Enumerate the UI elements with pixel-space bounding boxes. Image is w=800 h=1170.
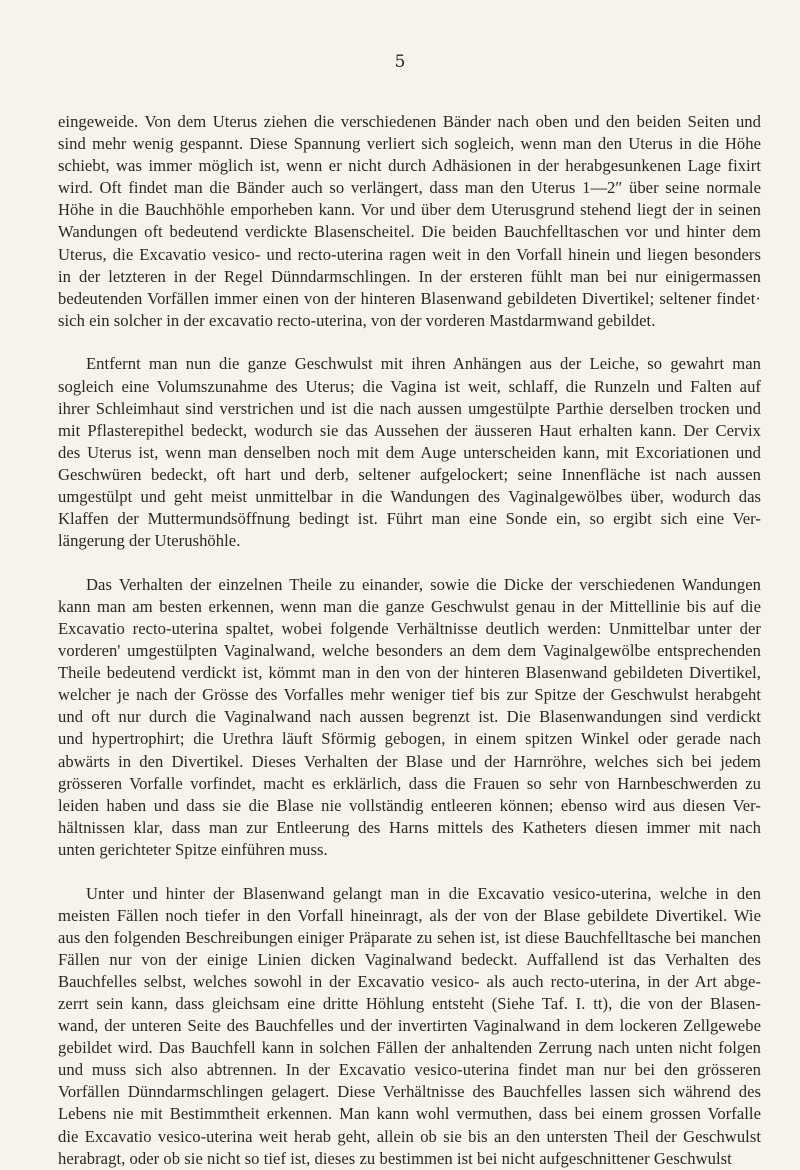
text-line: sogleich eine Volumszunahme des Uterus; die Vagina ist weit, schlaff, die Runzeln und Falten auf: [58, 376, 761, 396]
text-line: die Excavatio vesico-uterina weit herab geht, allein ob sie bis an den untersten Theil der Geschwulst: [58, 1126, 761, 1146]
text-line: schiebt, was immer möglich ist, wenn er nicht durch Adhäsionen in der herabgesunkenen Lage fixirt: [58, 156, 761, 176]
paragraph: [58, 111, 761, 332]
text-line: Entfernt man nun die ganze Geschwulst mit ihren Anhängen aus der Leiche, so gewahrt man: [86, 354, 761, 374]
paragraph-gap: [58, 332, 761, 354]
text-line: wand, der unteren Seite des Bauchfelles und der invertirten Vaginalwand in dem lockeren Zellgewebe: [58, 1016, 761, 1036]
text-line: ihrer Schleimhaut sind verstrichen und ist die nach aussen umgestülpte Parthie derselben trocken und: [58, 398, 761, 418]
text-line: Uterus, die Excavatio vesico- und recto-uterina ragen weit in den Vorfall hinein und liegen besonders: [58, 244, 761, 264]
text-line: welcher je nach der Grösse des Vorfalles mehr weniger tief bis zur Spitze der Geschwulst herabgeht: [58, 685, 761, 705]
text-line: kann man am besten erkennen, wenn man die ganze Geschwulst genau in der Mittellinie bis auf die: [58, 596, 761, 616]
text-line: Höhe in die Bauchhöhle emporheben kann. Vor und über dem Uterusgrund stehend liegt der in seinen: [58, 200, 761, 220]
text-line: sind mehr wenig gespannt. Diese Spannung verliert sich sogleich, wenn man den Uterus in die Höhe: [58, 134, 761, 154]
text-line: in der letzteren in der Regel Dünndarmschlingen. In der ersteren fühlt man bei nur einigermassen: [58, 266, 761, 286]
page-number: 5: [394, 52, 406, 72]
text-line: Theile bedeutend verdickt ist, kömmt man in den von der hinteren Blasenwand gebildeten Divertikel,: [58, 663, 761, 683]
text-line: und hypertrophirt; die Urethra läuft Sförmig gebogen, in einem spitzen Winkel oder gerade nach: [58, 729, 761, 749]
text-line: unten gerichteter Spitze einführen muss.: [58, 839, 328, 859]
text-line: abwärts in den Divertikel. Dieses Verhalten der Blase und der Harnröhre, welches sich bei jedem: [58, 751, 761, 771]
text-body: [58, 111, 761, 1170]
text-line: grösseren Vorfalle vorfindet, macht es erklärlich, dass die Frauen so sehr von Harnbeschwerden zu: [58, 773, 761, 793]
paragraph: [58, 353, 761, 552]
text-line: mit Pflasterepithel bedeckt, wodurch sie das Aussehen der äusseren Haut erhalten kann. Der Cervix: [58, 420, 761, 440]
text-line: Vorfällen Dünndarmschlingen gelagert. Diese Verhältnisse des Bauchfelles lassen sich während des: [58, 1082, 761, 1102]
paragraph-gap: [58, 552, 761, 574]
text-line: wird. Oft findet man die Bänder auch so verlängert, dass man den Uterus 1—2″ über seine normale: [58, 178, 761, 198]
text-line: zerrt sein kann, dass gleichsam eine dritte Höhlung entsteht (Siehe Taf. I. tt), die von der Blasen-: [58, 993, 761, 1013]
text-line: Lebens nie mit Bestimmtheit erkennen. Man kann wohl vermuthen, dass bei einem grossen Vorfalle: [58, 1104, 761, 1124]
text-line: Wandungen oft bedeutend verdickte Blasenscheitel. Die beiden Bauchfelltaschen vor und hinter dem: [58, 222, 761, 242]
text-line: bedeutenden Vorfällen immer einen von der hinteren Blasenwand gebildeten Divertikel; seltener findet·: [58, 288, 761, 308]
text-line: Excavatio recto-uterina spaltet, wobei folgende Verhältnisse deutlich werden: Unmittelbar unter der: [58, 618, 761, 638]
text-line: eingeweide. Von dem Uterus ziehen die verschiedenen Bänder nach oben und den beiden Seiten und: [58, 112, 761, 131]
text-line: meisten Fällen noch tiefer in den Vorfall hineinragt, als der von der Blase gebildete Divertikel. Wie: [58, 905, 761, 925]
paragraph: [58, 574, 761, 861]
text-line: hältnissen klar, dass man zur Entleerung des Harns mittels des Katheters diesen immer mit nach: [58, 817, 761, 837]
text-line: sich ein solcher in der excavatio recto-uterina, von der vorderen Mastdarmwand gebildet.: [58, 310, 656, 330]
text-line: Klaffen der Muttermundsöffnung bedingt ist. Führt man eine Sonde ein, so ergibt sich eine Ver-: [58, 509, 761, 529]
text-line: Das Verhalten der einzelnen Theile zu einander, sowie die Dicke der verschiedenen Wandungen: [86, 574, 761, 594]
text-line: Bauchfelles selbst, welches sowohl in der Excavatio vesico- als auch recto-uterina, in der Art abge-: [58, 971, 761, 991]
text-line: herabragt, oder ob sie nicht so tief ist, dieses zu bestimmen ist bei nicht aufgeschnittener Geschwulst: [58, 1148, 732, 1168]
text-line: Geschwüren bedeckt, oft hart und derb, seltener aufgelockert; seine Innenfläche ist nach aussen: [58, 464, 761, 484]
text-line: und muss sich also abtrennen. In der Excavatio vesico-uterina findet man nur bei den grösseren: [58, 1060, 761, 1080]
paragraph-gap: [58, 861, 761, 883]
text-line: und oft nur durch die Vaginalwand nach aussen begrenzt ist. Die Blasenwandungen sind verdickt: [58, 707, 761, 727]
text-line: Fällen nur von der einige Linien dicken Vaginalwand bedeckt. Auffallend ist das Verhalten des: [58, 949, 761, 969]
text-line: gebildet wird. Das Bauchfell kann in solchen Fällen der anhaltenden Zerrung nach unten nicht folgen: [58, 1038, 761, 1058]
text-line: des Uterus ist, wenn man denselben noch mit dem Auge unterscheiden kann, mit Excoriationen und: [58, 442, 761, 462]
text-line: längerung der Uterushöhle.: [58, 531, 241, 551]
text-line: aus den folgenden Beschreibungen einiger Präparate zu sehen ist, ist diese Bauchfelltasche bei manchen: [58, 927, 761, 947]
text-line: umgestülpt und geht meist unmittelbar in die Wandungen des Vaginalgewölbes über, wodurch das: [58, 487, 761, 506]
text-line: vorderen' umgestülpten Vaginalwand, welche besonders an dem dem Vaginalgewölbe entsprechenden: [58, 641, 761, 661]
text-line: Unter und hinter der Blasenwand gelangt man in die Excavatio vesico-uterina, welche in den: [86, 883, 761, 903]
text-line: leiden haben und dass sie die Blase nie vollständig entleeren können; ebenso wird aus diesen Ver-: [58, 795, 761, 815]
paragraph: [58, 883, 761, 1170]
